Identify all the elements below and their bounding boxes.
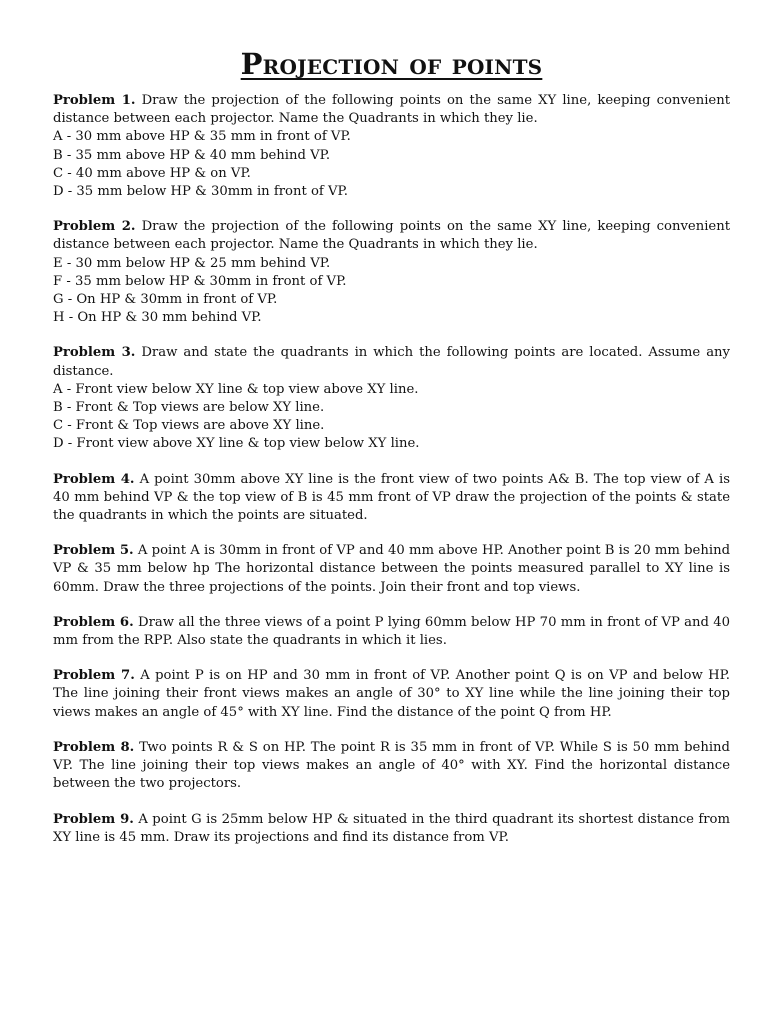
list-item: F - 35 mm below HP & 30mm in front of VP. bbox=[53, 273, 347, 289]
problem-text: Draw the projection of the following points on the same XY line, keeping convenient distance between each projector. Name the Quadrants in which they lie. bbox=[53, 93, 731, 127]
document-page bbox=[53, 46, 730, 864]
problem-2 bbox=[53, 218, 730, 327]
problem-label: Problem 8. bbox=[53, 739, 135, 755]
problem-6 bbox=[53, 614, 730, 650]
list-item: C - Front & Top views are above XY line. bbox=[53, 418, 325, 434]
problem-8 bbox=[53, 739, 730, 794]
problem-1 bbox=[53, 92, 730, 201]
problem-label: Problem 1. bbox=[53, 93, 136, 108]
problem-4 bbox=[53, 471, 730, 526]
problem-text: A point P is on HP and 30 mm in front of VP. Another point Q is on VP and below HP. The line joining their front views makes an angle of 30° to XY line while the line joining their top views makes an angle of 45° with XY line. Find the distance of the point Q from HP. bbox=[53, 668, 730, 720]
list-item: D - Front view above XY line & top view below XY line. bbox=[53, 436, 420, 452]
problem-statement bbox=[53, 542, 730, 597]
problem-statement bbox=[53, 471, 730, 526]
problem-label: Problem 2. bbox=[53, 219, 136, 235]
list-item: G - On HP & 30mm in front of VP. bbox=[53, 292, 278, 308]
problem-text: A point 30mm above XY line is the front view of two points A& B. The top view of A is 40 mm behind VP & the top view of B is 45 mm front of VP draw the projection of the points & state the quadrants in which the points are situated. bbox=[53, 471, 730, 524]
list-item: D - 35 mm below HP & 30mm in front of VP. bbox=[53, 184, 348, 200]
page-title: Projection of points bbox=[240, 47, 543, 81]
problem-label: Problem 7. bbox=[53, 668, 135, 684]
problem-label: Problem 6. bbox=[53, 614, 134, 630]
problem-statement bbox=[53, 92, 730, 128]
list-item: E - 30 mm below HP & 25 mm behind VP. bbox=[53, 255, 331, 271]
list-item: H - On HP & 30 mm behind VP. bbox=[53, 310, 262, 326]
problem-7 bbox=[53, 667, 730, 722]
list-item: A - Front view below XY line & top view above XY line. bbox=[53, 381, 419, 397]
problem-label: Problem 5. bbox=[53, 543, 134, 559]
problem-statement bbox=[53, 667, 730, 722]
problem-label: Problem 4. bbox=[53, 471, 135, 487]
list-item: B - Front & Top views are below XY line. bbox=[53, 400, 325, 416]
list-item: B - 35 mm above HP & 40 mm behind VP. bbox=[53, 147, 331, 163]
problem-text: Draw all the three views of a point P lying 60mm below HP 70 mm in front of VP and 40 mm from the RPP. Also state the quadrants in which it lies. bbox=[53, 614, 730, 649]
problem-text: Draw and state the quadrants in which the following points are located. Assume any distance. bbox=[53, 345, 731, 379]
problem-text: Draw the projection of the following points on the same XY line, keeping convenient distance between each projector. Name the Quadrants in which they lie. bbox=[53, 219, 731, 253]
problem-statement bbox=[53, 344, 730, 380]
list-item: C - 40 mm above HP & on VP. bbox=[53, 165, 251, 181]
problem-text: A point G is 25mm below HP & situated in the third quadrant its shortest distance from XY line is 45 mm. Draw its projections and find its distance from VP. bbox=[53, 811, 730, 845]
problem-3 bbox=[53, 344, 730, 453]
problem-text: A point A is 30mm in front of VP and 40 mm above HP. Another point B is 20 mm behind VP & 35 mm below hp The horizontal distance between the points measured parallel to XY line is 60mm. Draw the three projections of the points. Join their front and top views. bbox=[53, 543, 731, 595]
problem-9 bbox=[53, 811, 730, 847]
problem-statement bbox=[53, 218, 730, 254]
problem-statement bbox=[53, 614, 730, 650]
problem-5 bbox=[53, 542, 730, 597]
problem-statement bbox=[53, 739, 730, 794]
problem-statement bbox=[53, 811, 730, 847]
problem-label: Problem 9. bbox=[53, 811, 134, 827]
problem-label: Problem 3. bbox=[53, 345, 136, 361]
list-item: A - 30 mm above HP & 35 mm in front of VP. bbox=[53, 129, 351, 145]
problem-text: Two points R & S on HP. The point R is 35 mm in front of VP. While S is 50 mm behind VP. The line joining their top views makes an angle of 40° with XY. Find the horizontal distance between the two projectors. bbox=[53, 739, 730, 792]
